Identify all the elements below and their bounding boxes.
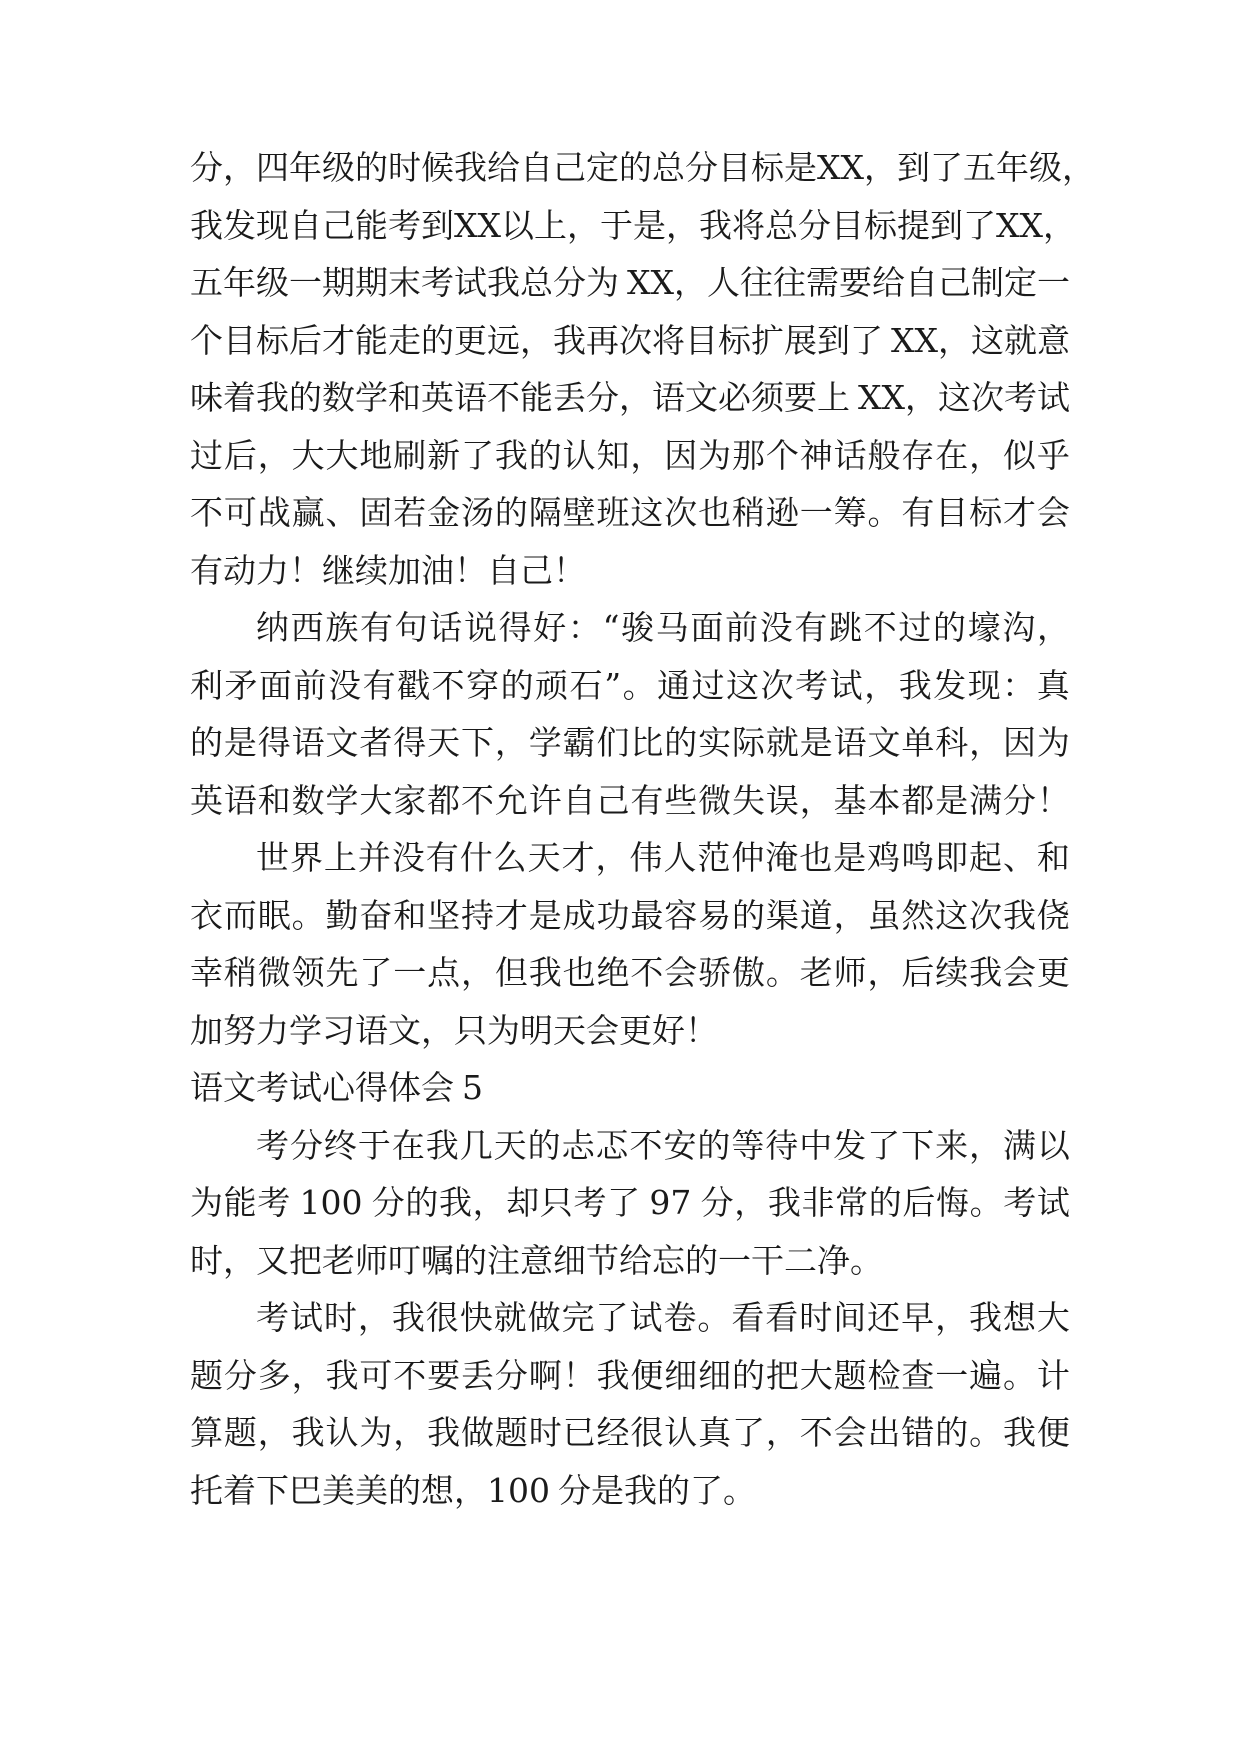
text-line: 英 语 和 数 学 大 家 都 不 允 许 自 己 有 些 微 失 误 ， 基 本 都 是 满 分 ！ bbox=[190, 780, 1070, 820]
text-line: 语 文 考 试 心 得 体 会 5 bbox=[190, 1068, 483, 1107]
text-line: 不 可 战 赢 、 固 若 金 汤 的 隔 壁 班 这 次 也 稍 逊 一 筹 。 有 目 标 才 会 bbox=[190, 493, 1070, 532]
text-line: 时 ， 又 把 老 师 叮 嘱 的 注 意 细 节 给 忘 的 一 干 二 净 。 bbox=[190, 1240, 883, 1280]
text-line: 衣 而 眠 。 勤 奋 和 坚 持 才 是 成 功 最 容 易 的 渠 道 ， 虽 然 这 次 我 侥 bbox=[190, 895, 1070, 935]
text-line: 幸 稍 微 领 先 了 一 点 ， 但 我 也 绝 不 会 骄 傲 。 老 师 ， 后 续 我 会 更 bbox=[190, 953, 1070, 992]
text-line: 题 分 多 ， 我 可 不 要 丢 分 啊 ！ 我 便 细 细 的 把 大 题 检 查 一 遍 。 计 bbox=[190, 1355, 1070, 1395]
text-line: 托 着 下 巴 美 美 的 想 ， 100 分 是 我 的 了 。 bbox=[190, 1470, 756, 1510]
text-line: 我 发 现 自 己 能 考 到 XX 以 上 ， 于 是 ， 我 将 总 分 目 标 提 到 了 XX ， bbox=[190, 205, 1076, 245]
text-line: 为 能 考 100 分 的 我 ， 却 只 考 了 97 分 ， 我 非 常 的 后 悔 。 考 试 bbox=[190, 1183, 1070, 1222]
text-line: 分 ， 四 年 级 的 时 候 我 给 自 己 定 的 总 分 目 标 是 XX ， 到 了 五 年 级 ， bbox=[190, 148, 1095, 187]
text-line: 考 试 时 ， 我 很 快 就 做 完 了 试 卷 。 看 看 时 间 还 早 ， 我 想 大 bbox=[256, 1298, 1070, 1337]
text-line: 五 年 级 一 期 期 末 考 试 我 总 分 为 XX ， 人 往 往 需 要 给 自 己 制 定 一 bbox=[190, 263, 1070, 302]
text-line: 考 分 终 于 在 我 几 天 的 忐 忑 不 安 的 等 待 中 发 了 下 来 ， 满 以 bbox=[256, 1125, 1070, 1165]
text-line: 利 矛 面 前 没 有 戳 不 穿 的 顽 石 ” 。 通 过 这 次 考 试 ， 我 发 现 ： 真 bbox=[190, 665, 1070, 705]
text-line: 味 着 我 的 数 学 和 英 语 不 能 丢 分 ， 语 文 必 须 要 上 XX ， 这 次 考 试 bbox=[190, 378, 1070, 417]
text-line: 过 后 ， 大 大 地 刷 新 了 我 的 认 知 ， 因 为 那 个 神 话 般 存 在 ， 似 乎 bbox=[190, 435, 1070, 475]
text-line: 加 努 力 学 习 语 文 ， 只 为 明 天 会 更 好 ！ bbox=[190, 1010, 718, 1050]
text-line: 个 目 标 后 才 能 走 的 更 远 ， 我 再 次 将 目 标 扩 展 到 了 XX ， 这 就 意 bbox=[190, 320, 1070, 360]
text-line: 世 界 上 并 没 有 什 么 天 才 ， 伟 人 范 仲 淹 也 是 鸡 鸣 即 起 、 和 bbox=[256, 838, 1070, 877]
text-line: 的 是 得 语 文 者 得 天 下 ， 学 霸 们 比 的 实 际 就 是 语 文 单 科 ， 因 为 bbox=[190, 723, 1070, 762]
text-line: 有 动 力 ！ 继 续 加 油 ！ 自 己 ！ bbox=[190, 550, 586, 590]
text-line: 算 题 ， 我 认 为 ， 我 做 题 时 已 经 很 认 真 了 ， 不 会 出 错 的 。 我 便 bbox=[190, 1413, 1070, 1452]
text-line: 纳 西 族 有 句 话 说 得 好 ： “ 骏 马 面 前 没 有 跳 不 过 的 壕 沟 ， bbox=[256, 608, 1070, 647]
